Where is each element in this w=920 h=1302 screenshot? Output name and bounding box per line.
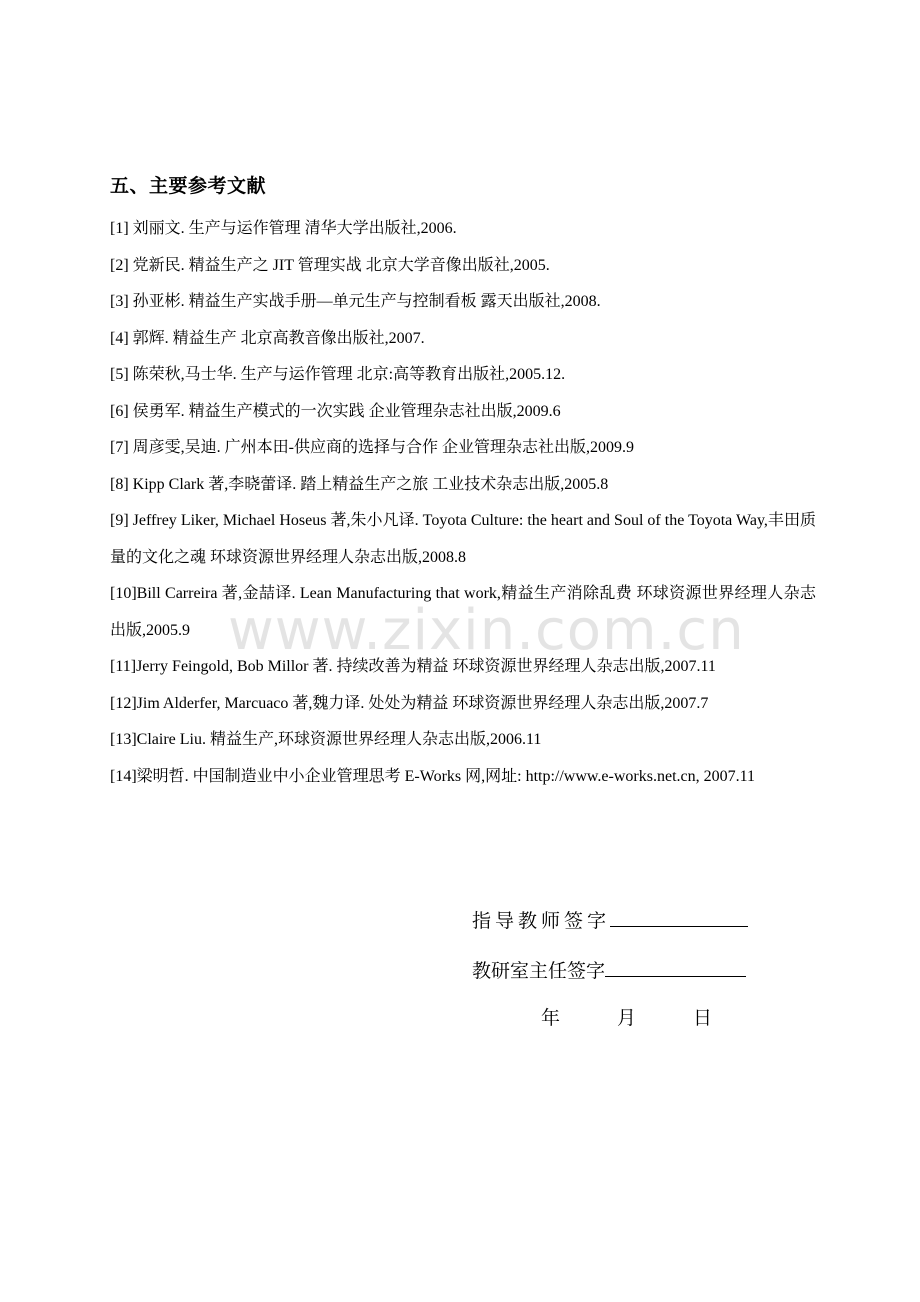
reference-item-2: [2] 党新民. 精益生产之 JIT 管理实战 北京大学音像出版社,2005. [110,256,550,274]
reference-item-12: [12]Jim Alderfer, Marcuaco 著,魏力译. 处处为精益 环球资源世界经理人杂志出版,2007.7 [110,694,709,712]
reference-item-5: [5] 陈荣秋,马士华. 生产与运作管理 北京:高等教育出版社,2005.12. [110,366,566,383]
reference-item-9: [9] Jeffrey Liker, Michael Hoseus 著,朱小凡译. Toyota Culture: the heart and Soul of the Toyota Way,丰田质量的文化之魂 环球资源世界经理人杂志出版,2008.8 [110,512,816,566]
reference-list [110,211,816,795]
advisor-signature-line [472,906,748,933]
reference-item-4: [4] 郭辉. 精益生产 北京高教音像出版社,2007. [110,329,425,347]
date-day-label: 日 [693,1007,713,1029]
watermark: www.zixin.com.cn [228,598,745,663]
advisor-signature-blank [610,908,748,927]
reference-item-10: [10]Bill Carreira 著,金喆译. Lean Manufacturing that work,精益生产消除乱费 环球资源世界经理人杂志出版,2005.9 [110,585,816,639]
section-title: 五、主要参考文献 [110,175,267,197]
director-signature-label: 教研室主任签字 [472,960,606,982]
reference-item-14: [14]梁明哲. 中国制造业中小企业管理思考 E-Works 网,网址: http://www.e-works.net.cn, 2007.11 [110,767,756,785]
date-year-label: 年 [541,1007,561,1029]
reference-item-6: [6] 侯勇军. 精益生产模式的一次实践 企业管理杂志社出版,2009.6 [110,402,561,420]
date-month-label: 月 [617,1007,637,1029]
director-signature-line [472,956,746,983]
advisor-signature-label: 指导教师签字 [472,910,611,932]
reference-item-1: [1] 刘丽文. 生产与运作管理 清华大学出版社,2006. [110,220,457,237]
reference-item-13: [13]Claire Liu. 精益生产,环球资源世界经理人杂志出版,2006.11 [110,731,542,748]
director-signature-blank [605,958,746,977]
reference-item-7: [7] 周彦雯,吴迪. 广州本田-供应商的选择与合作 企业管理杂志社出版,2009.9 [110,439,634,456]
reference-item-11: [11]Jerry Feingold, Bob Millor 著. 持续改善为精益 环球资源世界经理人杂志出版,2007.11 [110,658,716,675]
reference-item-8: [8] Kipp Clark 著,李晓蕾译. 踏上精益生产之旅 工业技术杂志出版,2005.8 [110,475,609,493]
reference-item-3: [3] 孙亚彬. 精益生产实战手册—单元生产与控制看板 露天出版社,2008. [110,293,601,310]
